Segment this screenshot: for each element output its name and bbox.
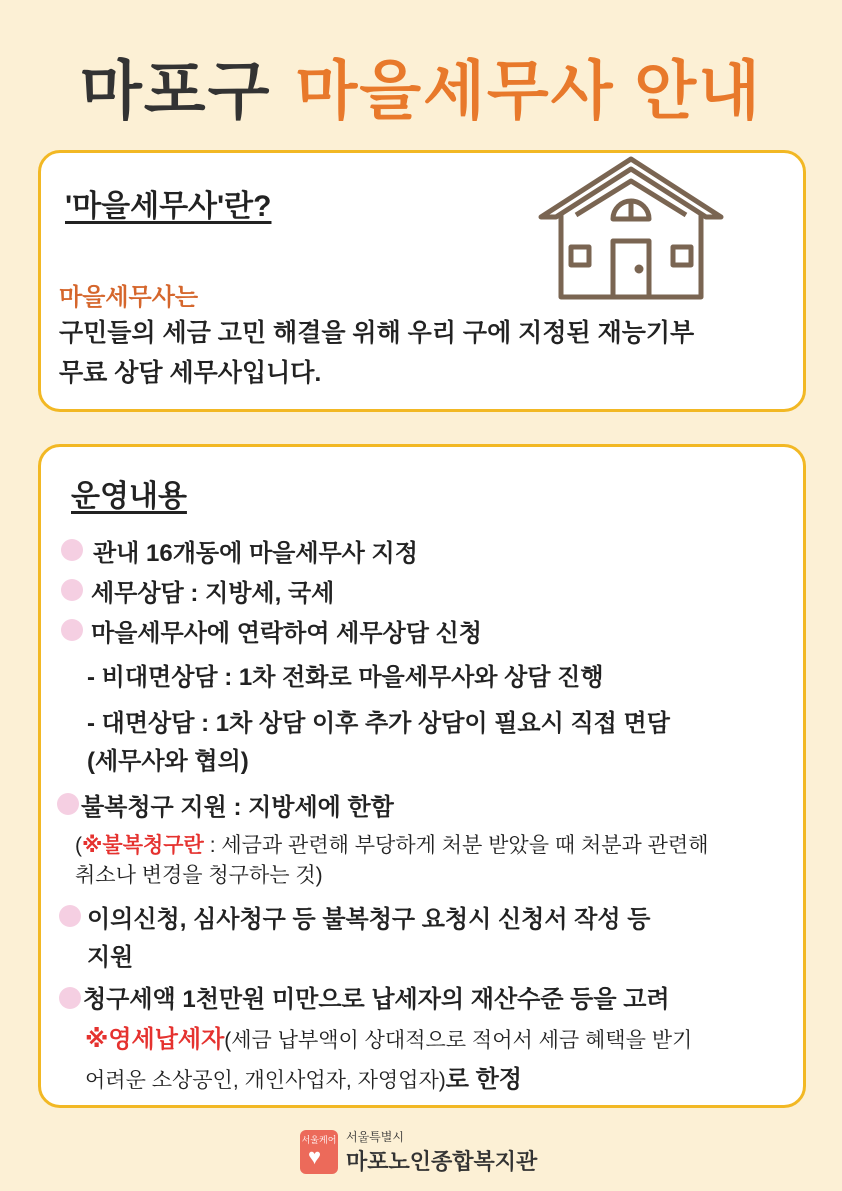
small-business-note [85,1019,692,1054]
list-item: 청구세액 1천만원 미만으로 납세자의 재산수준 등을 고려 [83,986,670,1013]
small-business-end: 로 한정 [445,1066,522,1093]
note-label: ※불복청구란 [82,834,204,857]
intro-description [59,313,694,393]
seoul-care-logo [300,1130,338,1174]
bullet-icon [61,619,83,641]
note-paren: ( [75,834,82,857]
heart-icon: ♥ [308,1144,322,1169]
operation-heading: 운영내용 [71,480,187,513]
page-title [0,40,842,132]
appeal-note [75,829,709,859]
list-item-cont: 지원 [87,944,134,971]
list-item: 불복청구 지원 : 지방세에 한함 [81,794,394,821]
intro-desc-line: 무료 상담 세무사입니다. [59,359,322,387]
intro-desc-line: 구민들의 세금 고민 해결을 위해 우리 구에 지정된 재능기부 [59,319,695,347]
title-district: 마포구 [79,55,272,127]
bullet-icon [59,905,81,927]
intro-heading: '마을세무사'란? [65,190,272,223]
list-subitem: - 대면상담 : 1차 상담 이후 추가 상담이 필요시 직접 면담 [87,710,670,737]
appeal-note-line2: 취소나 변경을 청구하는 것) [75,864,323,887]
note-text: : 세금과 관련해 부당하게 처분 받았을 때 처분과 관련해 [203,834,709,857]
list-item: 마을세무사에 연락하여 세무상담 신청 [91,620,482,647]
footer-org: 마포노인종합복지관 [346,1149,538,1174]
bullet-icon [57,793,79,815]
bullet-icon [59,987,81,1009]
small-business-text: 어려운 소상공인, 개인사업자, 자영업자) [85,1069,446,1092]
footer-logo [300,1128,537,1176]
bullet-icon [61,539,83,561]
list-subitem: (세무사와 협의) [87,748,249,775]
logo-text: 서울케어 [301,1135,337,1145]
title-main: 마을세무사 안내 [295,55,763,127]
list-item: 이의신청, 심사청구 등 불복청구 요청시 신청서 작성 등 [87,906,651,933]
bullet-icon [61,579,83,601]
footer-city: 서울특별시 [346,1130,404,1144]
list-item: 관내 16개동에 마을세무사 지정 [93,540,418,567]
list-item: 세무상담 : 지방세, 국세 [91,580,335,607]
small-business-label: ※영세납세자 [85,1026,225,1053]
operation-card [38,444,806,1108]
intro-card [38,150,806,412]
list-subitem: - 비대면상담 : 1차 전화로 마을세무사와 상담 진행 [87,664,604,691]
small-business-text: (세금 납부액이 상대적으로 적어서 세금 혜택을 받기 [224,1029,693,1052]
intro-lead: 마을세무사는 [59,284,199,311]
small-business-line2 [85,1059,522,1094]
house-icon [531,155,731,301]
